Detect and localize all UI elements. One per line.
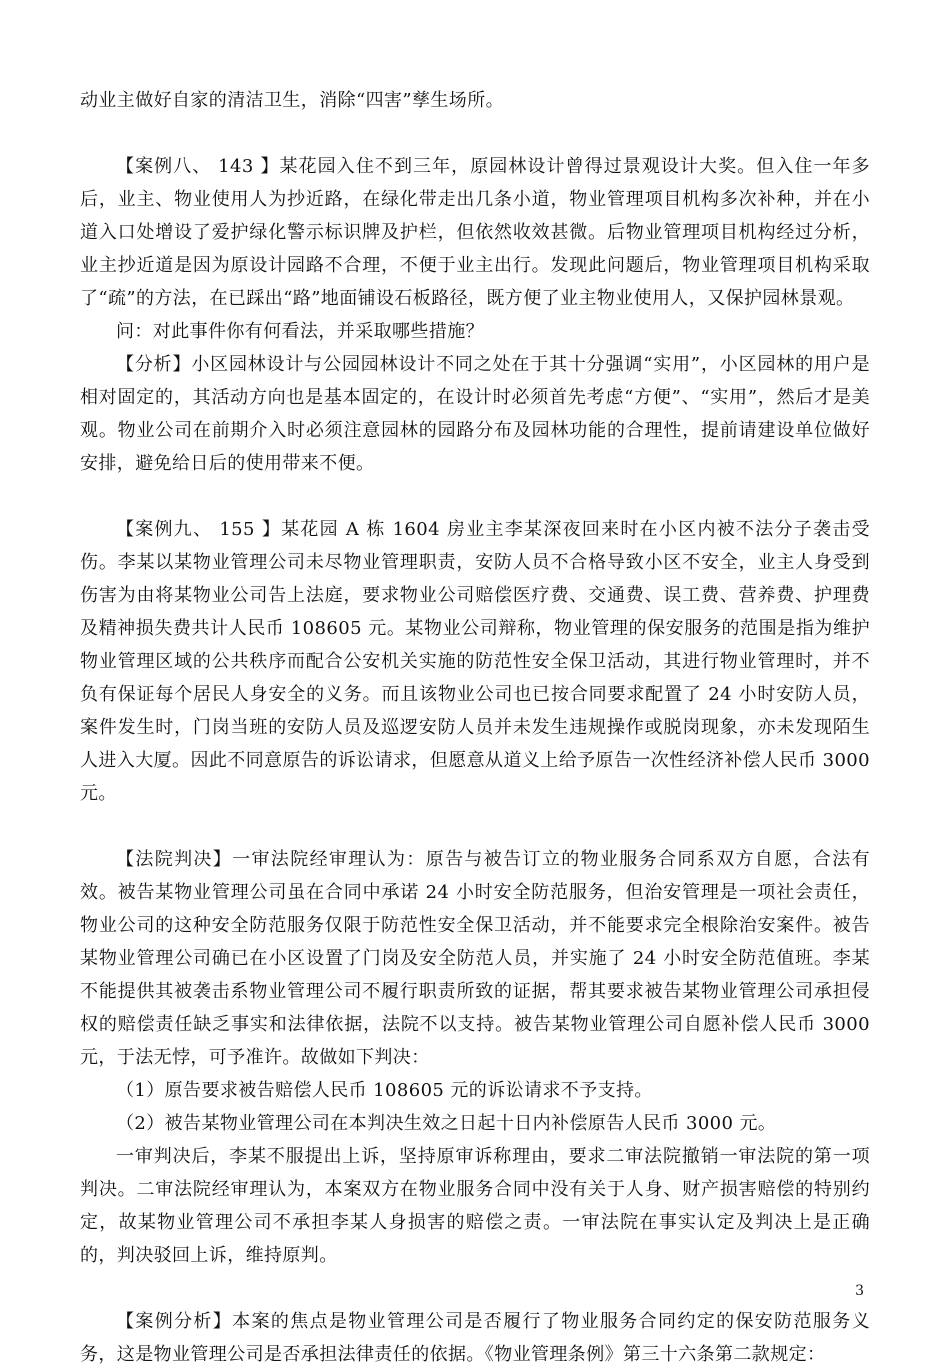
paragraph-analysis: 【分析】小区园林设计与公园园林设计不同之处在于其十分强调“实用”，小区园林的用户是相对固定的，其活动方向也是基本固定的，在设计时必须首先考虑“方便”、“实用”，然后才是美观。物业公司在前期介入时必须注意园林的园路分布及园林功能的合理性，提前请建设单位做好安排，避免给日后的使用带来不便。 [80,354,870,474]
document-body [80,84,870,1371]
paragraph-case-nine: 【案例九、 155 】某花园 A 栋 1604 房业主李某深夜回来时在小区内被不法分子袭击受伤。李某以某物业管理公司未尽物业管理职责，安防人员不合格导致小区不安全，业主人身受到伤害为由将某物业公司告上法庭，要求物业公司赔偿医疗费、交通费、误工费、营养费、护理费及精神损失费共计人民币 108605 元。某物业公司辩称，物业管理的保安服务的范围是指为维护物业管理区域的公共秩序而配合公安机关实施的防范性安全保卫活动，其进行物业管理时，并不负有保证每个居民人身安全的义务。而且该物业公司也已按合同要求配置了 24 小时安防人员，案件发生时，门岗当班的安防人员及巡逻安防人员并未发生违规操作或脱岗现象，亦未发现陌生人进入大厦。因此不同意原告的诉讼请求，但愿意从道义上给予原告一次性经济补偿人民币 3000 元。 [80,519,870,804]
page-number: 3 [855,1283,864,1299]
paragraph-case-eight: 【案例八、 143 】某花园入住不到三年，原园林设计曾得过景观设计大奖。但入住一年多后，业主、物业使用人为抄近路，在绿化带走出几条小道，物业管理项目机构多次补种，并在小道入口处增设了爱护绿化警示标识牌及护栏，但依然收效甚微。后物业管理项目机构经过分析，业主抄近道是因为原设计园路不合理，不便于业主出行。发现此问题后，物业管理项目机构采取了“疏”的方法，在已踩出“路”地面铺设石板路径，既方便了业主物业使用人，又保护园林景观。 [80,156,870,309]
paragraph-case-analysis: 【案例分析】本案的焦点是物业管理公司是否履行了物业服务合同约定的保安防范服务义务，这是物业管理公司是否承担法律责任的依据。《物业管理条例》第三十六条第二款规定： [80,1311,870,1365]
paragraph-appeal: 一审判决后，李某不服提出上诉，坚持原审诉称理由，要求二审法院撤销一审法院的第一项判决。二审法院经审理认为，本案双方在物业服务合同中没有关于人身、财产损害赔偿的特别约定，故某物业管理公司不承担李某人身损害的赔偿之责。一审法院在事实认定及判决上是正确的，判决驳回上诉，维持原判。 [80,1146,870,1266]
paragraph-hygiene-continuation: 动业主做好自家的清洁卫生，消除“四害”孳生场所。 [80,90,505,111]
judgment-item-two: （2）被告某物业管理公司在本判决生效之日起十日内补偿原告人民币 3000 元。 [116,1113,777,1134]
paragraph-question: 问：对此事件你有何看法，并采取哪些措施？ [116,321,484,342]
paragraph-court-judgment: 【法院判决】一审法院经审理认为：原告与被告订立的物业服务合同系双方自愿，合法有效。被告某物业管理公司虽在合同中承诺 24 小时安全防范服务，但治安管理是一项社会责任，物业公司的这种安全防范服务仅限于防范性安全保卫活动，并不能要求完全根除治安案件。被告某物业管理公司确已在小区设置了门岗及安全防范人员，并实施了 24 小时安全防范值班。李某不能提供其被袭击系物业管理公司不履行职责所致的证据，帮其要求被告某物业管理公司承担侵权的赔偿责任缺乏事实和法律依据，法院不以支持。被告某物业管理公司自愿补偿人民币 3000 元，于法无悖，可予准许。故做如下判决： [80,849,870,1068]
judgment-item-one: （1）原告要求被告赔偿人民币 108605 元的诉讼请求不予支持。 [116,1080,653,1101]
